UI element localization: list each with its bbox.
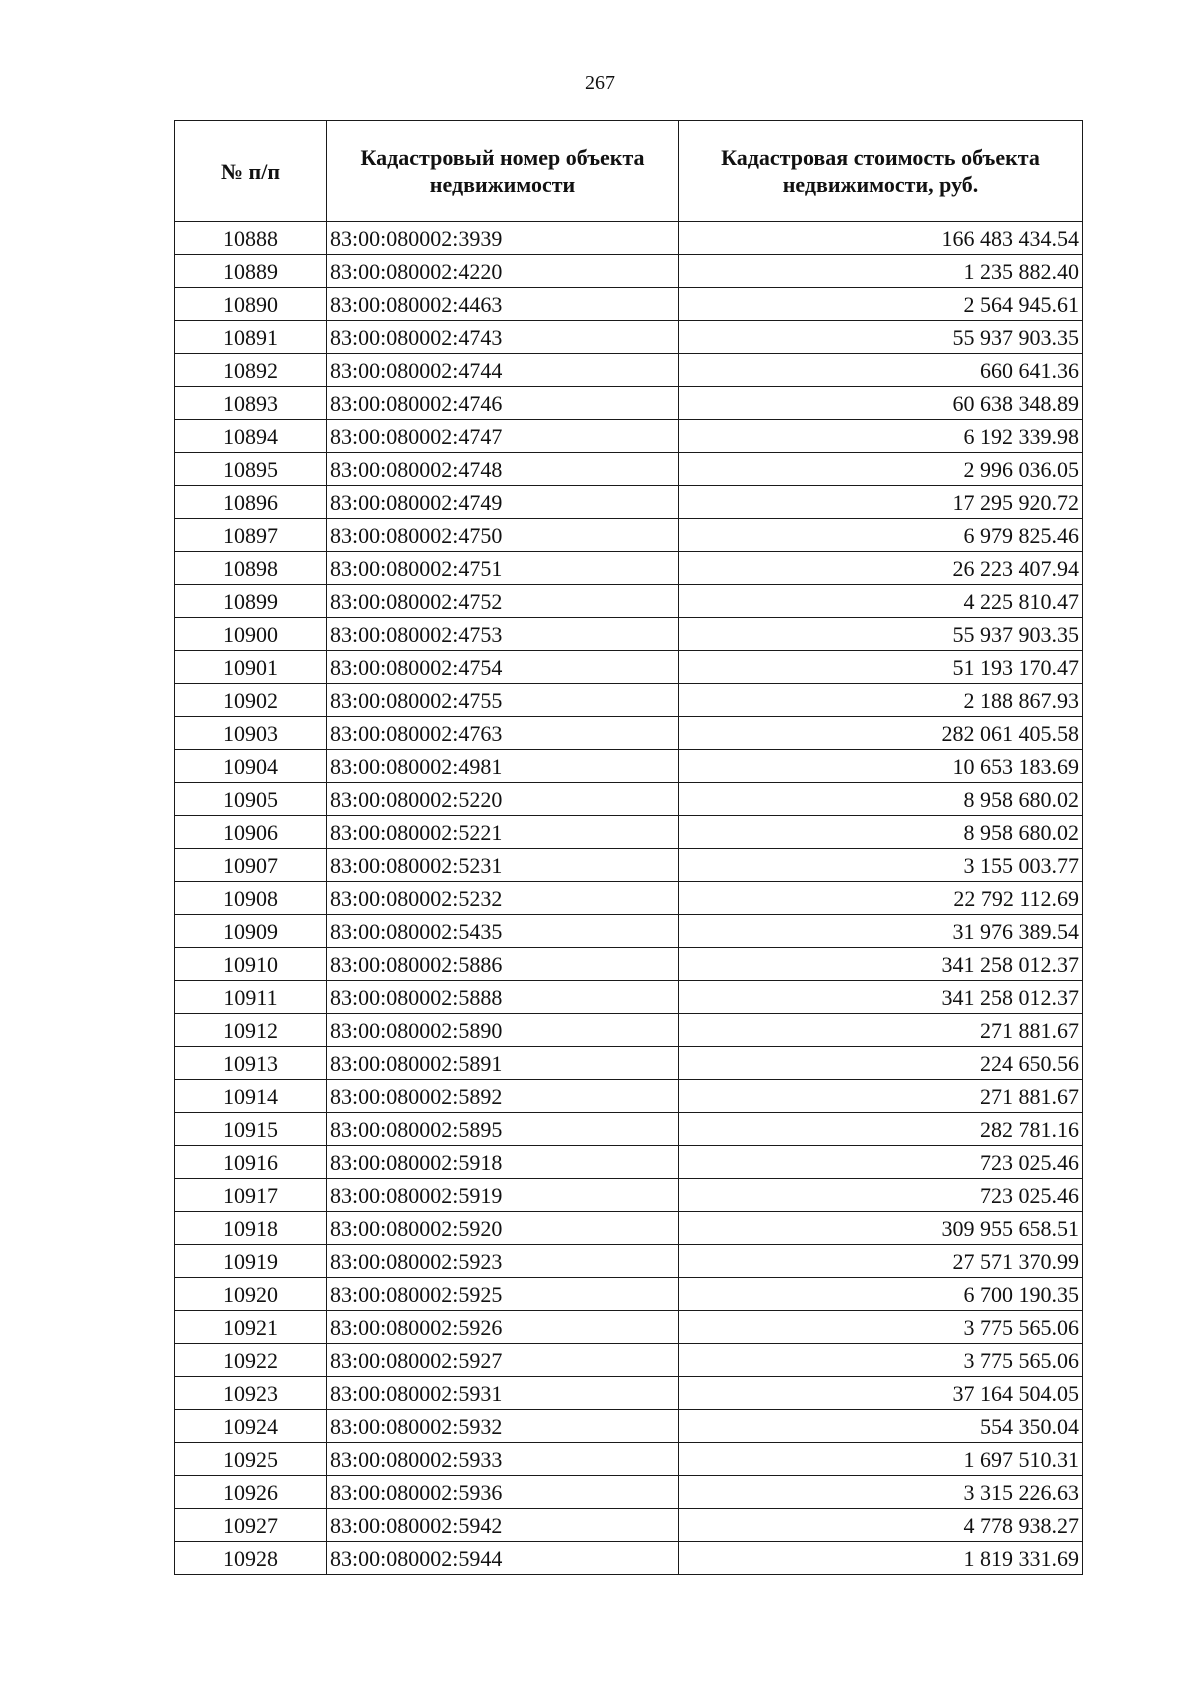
- table-row: [175, 1113, 1083, 1146]
- row-cadastral-value: 6 979 825.46: [679, 519, 1083, 552]
- row-cadastral-value: 27 571 370.99: [679, 1245, 1083, 1278]
- row-item-number: 10926: [175, 1476, 327, 1509]
- row-item-number: 10894: [175, 420, 327, 453]
- table-row: [175, 816, 1083, 849]
- table-row: [175, 453, 1083, 486]
- row-item-number: 10892: [175, 354, 327, 387]
- row-cadastral-number: 83:00:080002:5221: [327, 816, 679, 849]
- row-cadastral-value: 224 650.56: [679, 1047, 1083, 1080]
- row-cadastral-number: 83:00:080002:4755: [327, 684, 679, 717]
- header-cadastral-number: Кадастровый номер объекта недвижимости: [327, 121, 679, 222]
- table-row: [175, 1080, 1083, 1113]
- row-cadastral-number: 83:00:080002:5886: [327, 948, 679, 981]
- row-cadastral-value: 341 258 012.37: [679, 981, 1083, 1014]
- row-cadastral-value: 31 976 389.54: [679, 915, 1083, 948]
- row-item-number: 10915: [175, 1113, 327, 1146]
- row-cadastral-value: 309 955 658.51: [679, 1212, 1083, 1245]
- row-cadastral-value: 3 155 003.77: [679, 849, 1083, 882]
- row-item-number: 10909: [175, 915, 327, 948]
- row-item-number: 10925: [175, 1443, 327, 1476]
- row-cadastral-number: 83:00:080002:5220: [327, 783, 679, 816]
- table-body: [175, 222, 1083, 1575]
- row-cadastral-value: 2 564 945.61: [679, 288, 1083, 321]
- row-cadastral-number: 83:00:080002:5925: [327, 1278, 679, 1311]
- row-cadastral-value: 3 315 226.63: [679, 1476, 1083, 1509]
- table-row: [175, 915, 1083, 948]
- row-item-number: 10895: [175, 453, 327, 486]
- table-row: [175, 387, 1083, 420]
- row-item-number: 10888: [175, 222, 327, 255]
- row-item-number: 10903: [175, 717, 327, 750]
- row-item-number: 10898: [175, 552, 327, 585]
- table-row: [175, 1245, 1083, 1278]
- row-cadastral-number: 83:00:080002:4743: [327, 321, 679, 354]
- row-cadastral-value: 8 958 680.02: [679, 816, 1083, 849]
- row-cadastral-number: 83:00:080002:5891: [327, 1047, 679, 1080]
- row-cadastral-number: 83:00:080002:4748: [327, 453, 679, 486]
- row-item-number: 10918: [175, 1212, 327, 1245]
- row-cadastral-value: 341 258 012.37: [679, 948, 1083, 981]
- row-cadastral-value: 6 700 190.35: [679, 1278, 1083, 1311]
- table-row: [175, 684, 1083, 717]
- table-row: [175, 651, 1083, 684]
- row-cadastral-value: 37 164 504.05: [679, 1377, 1083, 1410]
- table-row: [175, 1278, 1083, 1311]
- row-cadastral-value: 2 996 036.05: [679, 453, 1083, 486]
- table-row: [175, 420, 1083, 453]
- row-cadastral-value: 51 193 170.47: [679, 651, 1083, 684]
- table-row: [175, 1542, 1083, 1575]
- table-row: [175, 1311, 1083, 1344]
- row-cadastral-value: 723 025.46: [679, 1146, 1083, 1179]
- table-row: [175, 1014, 1083, 1047]
- row-item-number: 10928: [175, 1542, 327, 1575]
- row-item-number: 10891: [175, 321, 327, 354]
- row-cadastral-number: 83:00:080002:5931: [327, 1377, 679, 1410]
- header-row: [175, 121, 1083, 222]
- row-cadastral-value: 22 792 112.69: [679, 882, 1083, 915]
- row-item-number: 10897: [175, 519, 327, 552]
- table-row: [175, 255, 1083, 288]
- row-cadastral-number: 83:00:080002:4750: [327, 519, 679, 552]
- table-row: [175, 519, 1083, 552]
- row-cadastral-value: 282 061 405.58: [679, 717, 1083, 750]
- row-item-number: 10927: [175, 1509, 327, 1542]
- row-cadastral-number: 83:00:080002:4981: [327, 750, 679, 783]
- row-cadastral-value: 2 188 867.93: [679, 684, 1083, 717]
- row-item-number: 10913: [175, 1047, 327, 1080]
- table-row: [175, 849, 1083, 882]
- row-item-number: 10896: [175, 486, 327, 519]
- row-cadastral-number: 83:00:080002:4763: [327, 717, 679, 750]
- row-item-number: 10917: [175, 1179, 327, 1212]
- row-cadastral-number: 83:00:080002:5932: [327, 1410, 679, 1443]
- table-row: [175, 1377, 1083, 1410]
- row-item-number: 10905: [175, 783, 327, 816]
- row-cadastral-number: 83:00:080002:5923: [327, 1245, 679, 1278]
- row-cadastral-number: 83:00:080002:5942: [327, 1509, 679, 1542]
- table-row: [175, 1146, 1083, 1179]
- row-item-number: 10921: [175, 1311, 327, 1344]
- table-row: [175, 552, 1083, 585]
- row-cadastral-value: 166 483 434.54: [679, 222, 1083, 255]
- table-row: [175, 585, 1083, 618]
- row-cadastral-number: 83:00:080002:5895: [327, 1113, 679, 1146]
- row-item-number: 10922: [175, 1344, 327, 1377]
- table-row: [175, 750, 1083, 783]
- row-cadastral-value: 660 641.36: [679, 354, 1083, 387]
- row-cadastral-number: 83:00:080002:3939: [327, 222, 679, 255]
- row-cadastral-number: 83:00:080002:5892: [327, 1080, 679, 1113]
- row-item-number: 10890: [175, 288, 327, 321]
- row-cadastral-value: 1 235 882.40: [679, 255, 1083, 288]
- row-cadastral-number: 83:00:080002:4753: [327, 618, 679, 651]
- row-item-number: 10889: [175, 255, 327, 288]
- table-row: [175, 1179, 1083, 1212]
- row-cadastral-value: 55 937 903.35: [679, 321, 1083, 354]
- row-cadastral-number: 83:00:080002:4752: [327, 585, 679, 618]
- row-cadastral-value: 4 778 938.27: [679, 1509, 1083, 1542]
- row-cadastral-value: 1 697 510.31: [679, 1443, 1083, 1476]
- cadastral-value-table: [174, 120, 1083, 1575]
- row-item-number: 10911: [175, 981, 327, 1014]
- row-cadastral-number: 83:00:080002:5232: [327, 882, 679, 915]
- row-cadastral-value: 6 192 339.98: [679, 420, 1083, 453]
- row-cadastral-number: 83:00:080002:5890: [327, 1014, 679, 1047]
- row-cadastral-number: 83:00:080002:4754: [327, 651, 679, 684]
- row-cadastral-number: 83:00:080002:5918: [327, 1146, 679, 1179]
- row-item-number: 10920: [175, 1278, 327, 1311]
- table-row: [175, 1410, 1083, 1443]
- row-item-number: 10914: [175, 1080, 327, 1113]
- row-item-number: 10906: [175, 816, 327, 849]
- table-row: [175, 486, 1083, 519]
- row-cadastral-number: 83:00:080002:4463: [327, 288, 679, 321]
- row-item-number: 10908: [175, 882, 327, 915]
- row-item-number: 10912: [175, 1014, 327, 1047]
- row-cadastral-number: 83:00:080002:5927: [327, 1344, 679, 1377]
- table-row: [175, 354, 1083, 387]
- row-cadastral-value: 10 653 183.69: [679, 750, 1083, 783]
- row-cadastral-number: 83:00:080002:5926: [327, 1311, 679, 1344]
- table-row: [175, 1344, 1083, 1377]
- row-item-number: 10893: [175, 387, 327, 420]
- row-cadastral-number: 83:00:080002:5933: [327, 1443, 679, 1476]
- row-cadastral-number: 83:00:080002:4746: [327, 387, 679, 420]
- row-cadastral-value: 271 881.67: [679, 1080, 1083, 1113]
- table-row: [175, 717, 1083, 750]
- row-cadastral-value: 3 775 565.06: [679, 1311, 1083, 1344]
- row-cadastral-value: 3 775 565.06: [679, 1344, 1083, 1377]
- row-cadastral-value: 554 350.04: [679, 1410, 1083, 1443]
- row-cadastral-value: 4 225 810.47: [679, 585, 1083, 618]
- row-item-number: 10904: [175, 750, 327, 783]
- row-cadastral-number: 83:00:080002:5944: [327, 1542, 679, 1575]
- row-cadastral-value: 26 223 407.94: [679, 552, 1083, 585]
- row-item-number: 10910: [175, 948, 327, 981]
- table-row: [175, 783, 1083, 816]
- row-cadastral-number: 83:00:080002:4747: [327, 420, 679, 453]
- table-row: [175, 1047, 1083, 1080]
- table-row: [175, 222, 1083, 255]
- row-cadastral-number: 83:00:080002:5435: [327, 915, 679, 948]
- row-cadastral-value: 60 638 348.89: [679, 387, 1083, 420]
- row-cadastral-value: 723 025.46: [679, 1179, 1083, 1212]
- row-item-number: 10919: [175, 1245, 327, 1278]
- table-row: [175, 321, 1083, 354]
- row-cadastral-number: 83:00:080002:5936: [327, 1476, 679, 1509]
- row-item-number: 10907: [175, 849, 327, 882]
- row-cadastral-number: 83:00:080002:5231: [327, 849, 679, 882]
- row-cadastral-number: 83:00:080002:4220: [327, 255, 679, 288]
- row-cadastral-number: 83:00:080002:5920: [327, 1212, 679, 1245]
- row-item-number: 10901: [175, 651, 327, 684]
- row-cadastral-value: 271 881.67: [679, 1014, 1083, 1047]
- row-cadastral-number: 83:00:080002:5888: [327, 981, 679, 1014]
- row-cadastral-number: 83:00:080002:4751: [327, 552, 679, 585]
- row-item-number: 10923: [175, 1377, 327, 1410]
- header-cadastral-value: Кадастровая стоимость объекта недвижимости, руб.: [679, 121, 1083, 222]
- table-row: [175, 1509, 1083, 1542]
- page-number: 267: [585, 72, 615, 94]
- row-item-number: 10916: [175, 1146, 327, 1179]
- row-item-number: 10900: [175, 618, 327, 651]
- table-row: [175, 948, 1083, 981]
- row-cadastral-number: 83:00:080002:4744: [327, 354, 679, 387]
- row-cadastral-value: 282 781.16: [679, 1113, 1083, 1146]
- row-cadastral-value: 8 958 680.02: [679, 783, 1083, 816]
- table-row: [175, 1212, 1083, 1245]
- row-cadastral-number: 83:00:080002:4749: [327, 486, 679, 519]
- row-cadastral-value: 55 937 903.35: [679, 618, 1083, 651]
- table-row: [175, 981, 1083, 1014]
- row-item-number: 10899: [175, 585, 327, 618]
- row-item-number: 10924: [175, 1410, 327, 1443]
- row-cadastral-number: 83:00:080002:5919: [327, 1179, 679, 1212]
- table-row: [175, 1476, 1083, 1509]
- row-item-number: 10902: [175, 684, 327, 717]
- table-row: [175, 618, 1083, 651]
- table-row: [175, 882, 1083, 915]
- header-item-number: № п/п: [175, 121, 327, 222]
- table-row: [175, 1443, 1083, 1476]
- table-row: [175, 288, 1083, 321]
- row-cadastral-value: 17 295 920.72: [679, 486, 1083, 519]
- table-header: [175, 121, 1083, 222]
- row-cadastral-value: 1 819 331.69: [679, 1542, 1083, 1575]
